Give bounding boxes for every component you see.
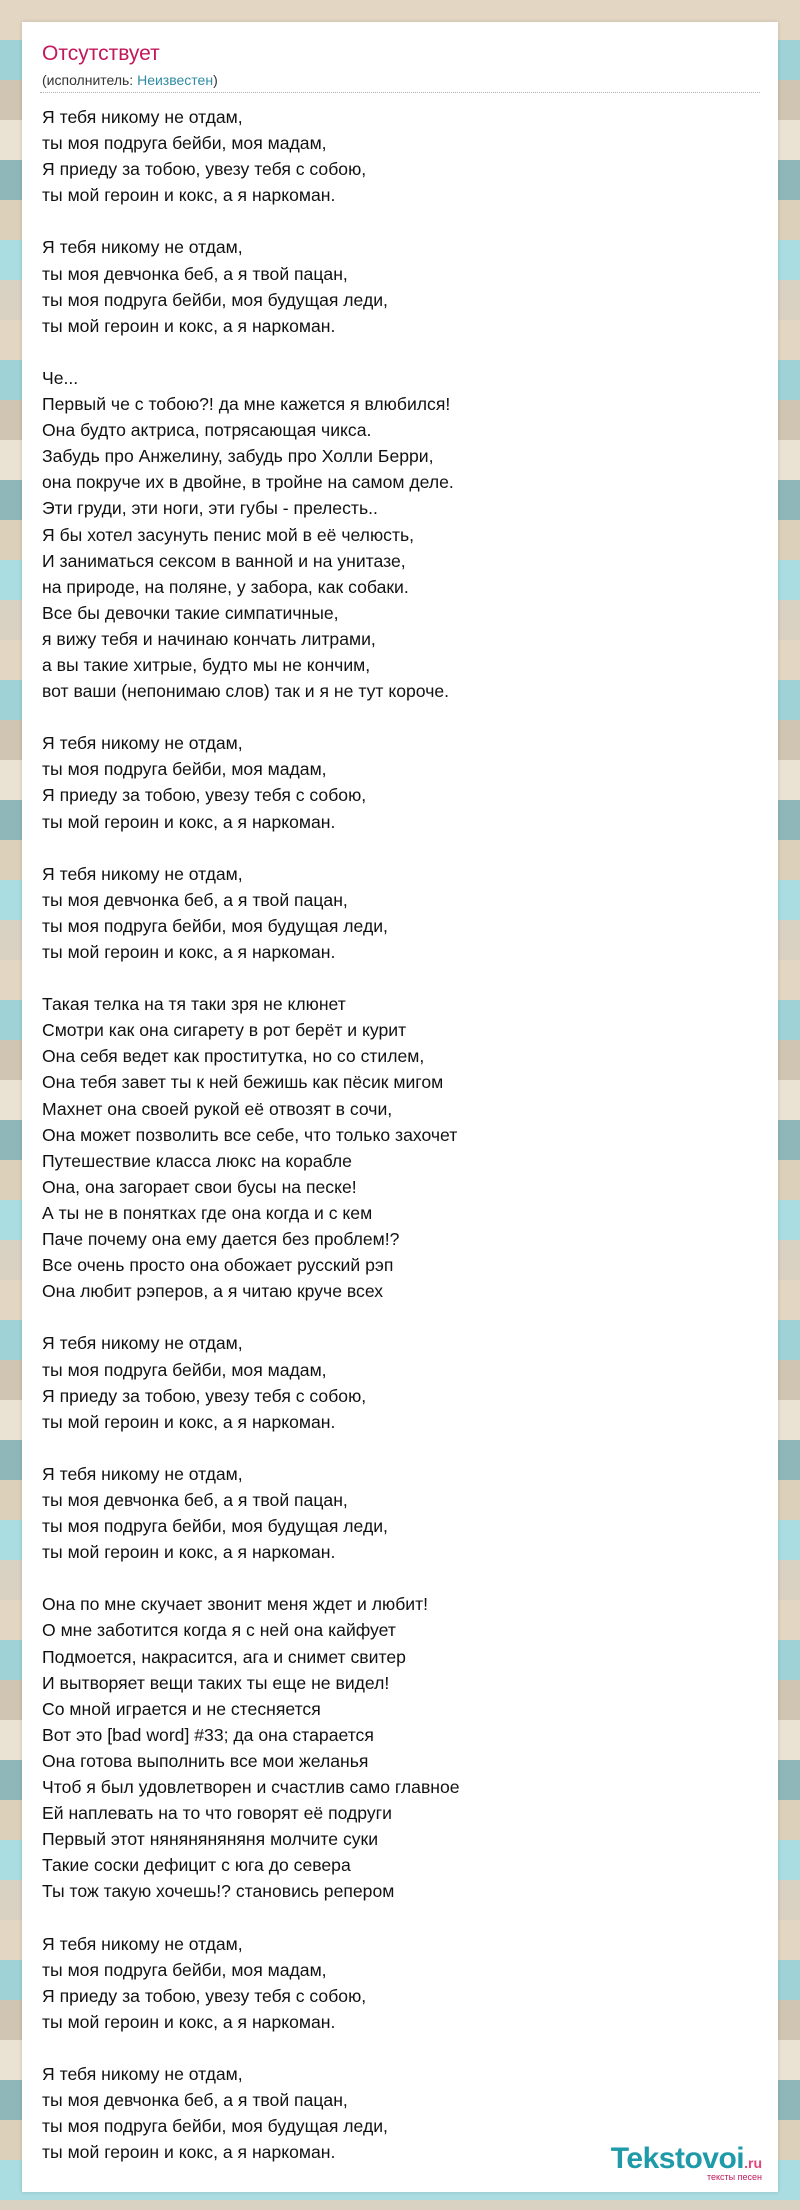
lyrics-line: Я тебя никому не отдам, bbox=[42, 2064, 243, 2085]
lyrics-line: Я тебя никому не отдам, bbox=[42, 863, 243, 884]
lyrics-line: она покруче их в двойне, в тройне на самом деле. bbox=[42, 472, 454, 493]
logo-tagline: тексты песен bbox=[706, 2172, 762, 2182]
lyrics-line: ты мой героин и кокс, а я наркоман. bbox=[42, 2011, 336, 2032]
lyrics-line: Я тебя никому не отдам, bbox=[42, 237, 243, 258]
artist-prefix: (исполнитель: bbox=[42, 72, 138, 88]
lyrics-line: ты моя подруга бейби, моя мадам, bbox=[42, 759, 327, 780]
lyrics-line: ты мой героин и кокс, а я наркоман. bbox=[42, 811, 336, 832]
lyrics-line: Я приеду за тобою, увезу тебя с собою, bbox=[42, 1985, 367, 2006]
lyrics-line: А ты не в понятках где она когда и с кем bbox=[42, 1202, 373, 1223]
lyrics-line: Я бы хотел засунуть пенис мой в её челюсть, bbox=[42, 524, 415, 545]
lyrics-line: вот ваши (непонимаю слов) так и я не тут короче. bbox=[42, 681, 450, 702]
lyrics-line: на природе, на поляне, у забора, как собаки. bbox=[42, 576, 409, 597]
artist-line bbox=[42, 72, 218, 88]
lyrics-line: Я тебя никому не отдам, bbox=[42, 733, 243, 754]
lyrics-line: Ей наплевать на то что говорят её подруги bbox=[42, 1803, 392, 1824]
lyrics-line: Она, она загорает свои бусы на песке! bbox=[42, 1176, 357, 1197]
lyrics-stanza bbox=[42, 991, 762, 1304]
lyrics-line: ты мой героин и кокс, а я наркоман. bbox=[42, 2142, 336, 2163]
lyrics-line: ты мой героин и кокс, а я наркоман. bbox=[42, 185, 336, 206]
lyrics-card bbox=[22, 22, 778, 2192]
logo-name: Tekstovoi bbox=[610, 2142, 745, 2175]
lyrics-line: ты мой героин и кокс, а я наркоман. bbox=[42, 942, 336, 962]
lyrics-stanza bbox=[42, 861, 762, 965]
lyrics-line: ты моя подруга бейби, моя будущая леди, bbox=[42, 289, 388, 310]
lyrics-line: ты моя подруга бейби, моя будущая леди, bbox=[42, 2116, 388, 2137]
lyrics-line: Все очень просто она обожает русский рэп bbox=[42, 1255, 394, 1276]
lyrics-stanza bbox=[42, 730, 762, 834]
lyrics-line: Я приеду за тобою, увезу тебя с собою, bbox=[42, 785, 367, 806]
lyrics-line: Она по мне скучает звонит меня ждет и любит! bbox=[42, 1594, 429, 1615]
lyrics-line: Я приеду за тобою, увезу тебя с собою, bbox=[42, 1385, 367, 1406]
lyrics-line: И заниматься сексом в ванной и на унитазе, bbox=[42, 550, 406, 571]
lyrics-stanza bbox=[42, 1591, 762, 1904]
lyrics-line: ты моя девчонка беб, а я твой пацан, bbox=[42, 1489, 348, 1510]
title-divider bbox=[40, 92, 760, 93]
lyrics-line: ты моя девчонка беб, а я твой пацан, bbox=[42, 889, 348, 910]
lyrics-text bbox=[42, 104, 762, 2165]
lyrics-line: ты моя девчонка беб, а я твой пацан, bbox=[42, 2090, 348, 2111]
song-title: Отсутствует bbox=[42, 42, 160, 65]
lyrics-line: Чтоб я был удовлетворен и счастлив само главное bbox=[42, 1777, 460, 1797]
logo-tld: .ru bbox=[744, 2155, 762, 2171]
lyrics-line: Я приеду за тобою, увезу тебя с собою, bbox=[42, 159, 367, 180]
lyrics-line: Она может позволить все себе, что только захочет bbox=[42, 1124, 458, 1145]
lyrics-line: Вот это [bad word] #33; да она старается bbox=[42, 1724, 374, 1745]
lyrics-line: Первый этот няняняняняня молчите суки bbox=[42, 1829, 379, 1850]
lyrics-line: Паче почему она ему дается без проблем!? bbox=[42, 1229, 400, 1250]
lyrics-line: а вы такие хитрые, будто мы не кончим, bbox=[42, 654, 371, 675]
lyrics-line: Все бы девочки такие симпатичные, bbox=[42, 602, 339, 623]
lyrics-line: Смотри как она сигарету в рот берёт и курит bbox=[42, 1020, 407, 1041]
lyrics-line: И вытворяет вещи таких ты еще не видел! bbox=[42, 1672, 390, 1693]
lyrics-line: Такие соски дефицит с юга до севера bbox=[42, 1855, 351, 1876]
lyrics-line: ты мой героин и кокс, а я наркоман. bbox=[42, 1411, 336, 1432]
lyrics-line: О мне заботится когда я с ней она кайфует bbox=[42, 1620, 396, 1641]
lyrics-line: ты моя подруга бейби, моя мадам, bbox=[42, 1959, 327, 1980]
lyrics-line: Ты тож такую хочешь!? становись репером bbox=[42, 1881, 395, 1902]
lyrics-line: Она любит рэперов, а я читаю круче всех bbox=[42, 1281, 384, 1302]
lyrics-line: Че... bbox=[42, 367, 79, 388]
lyrics-line: Она готова выполнить все мои желанья bbox=[42, 1750, 369, 1771]
lyrics-stanza bbox=[42, 234, 762, 338]
lyrics-line: Со мной играется и не стесняется bbox=[42, 1698, 321, 1719]
lyrics-line: Я тебя никому не отдам, bbox=[42, 1933, 243, 1954]
lyrics-line: ты моя подруга бейби, моя мадам, bbox=[42, 133, 327, 154]
lyrics-stanza bbox=[42, 1931, 762, 2035]
lyrics-line: Она тебя завет ты к ней бежишь как пёсик мигом bbox=[42, 1072, 444, 1093]
lyrics-line: Путешествие класса люкс на корабле bbox=[42, 1150, 352, 1171]
lyrics-line: Махнет она своей рукой её отвозят в сочи, bbox=[42, 1098, 393, 1119]
lyrics-stanza bbox=[42, 365, 762, 704]
lyrics-line: Забудь про Анжелину, забудь про Холли Берри, bbox=[42, 446, 434, 467]
lyrics-line: Я тебя никому не отдам, bbox=[42, 107, 243, 127]
lyrics-stanza bbox=[42, 1330, 762, 1434]
lyrics-stanza bbox=[42, 104, 762, 208]
lyrics-line: Эти груди, эти ноги, эти губы - прелесть.. bbox=[42, 498, 378, 519]
lyrics-stanza bbox=[42, 1461, 762, 1565]
artist-link[interactable]: Неизвестен bbox=[137, 72, 214, 88]
lyrics-line: ты мой героин и кокс, а я наркоман. bbox=[42, 1542, 336, 1563]
lyrics-line: Я тебя никому не отдам, bbox=[42, 1463, 243, 1484]
lyrics-line: Я тебя никому не отдам, bbox=[42, 1333, 243, 1354]
artist-suffix: ) bbox=[213, 72, 218, 88]
lyrics-line: Первый че с тобою?! да мне кажется я влюбился! bbox=[42, 394, 451, 415]
lyrics-line: ты мой героин и кокс, а я наркоман. bbox=[42, 315, 336, 336]
lyrics-line: я вижу тебя и начинаю кончать литрами, bbox=[42, 628, 376, 649]
lyrics-line: Подмоется, накрасится, ага и снимет свитер bbox=[42, 1646, 406, 1667]
lyrics-line: ты моя подруга бейби, моя будущая леди, bbox=[42, 1516, 388, 1537]
lyrics-line: ты моя подруга бейби, моя мадам, bbox=[42, 1359, 327, 1380]
lyrics-line: Она себя ведет как проститутка, но со стилем, bbox=[42, 1046, 425, 1067]
lyrics-line: Она будто актриса, потрясающая чикса. bbox=[42, 420, 372, 441]
lyrics-line: Такая телка на тя таки зря не клюнет bbox=[42, 994, 346, 1015]
site-logo[interactable] bbox=[611, 2142, 762, 2182]
lyrics-line: ты моя подруга бейби, моя будущая леди, bbox=[42, 915, 388, 936]
lyrics-line: ты моя девчонка беб, а я твой пацан, bbox=[42, 263, 348, 284]
